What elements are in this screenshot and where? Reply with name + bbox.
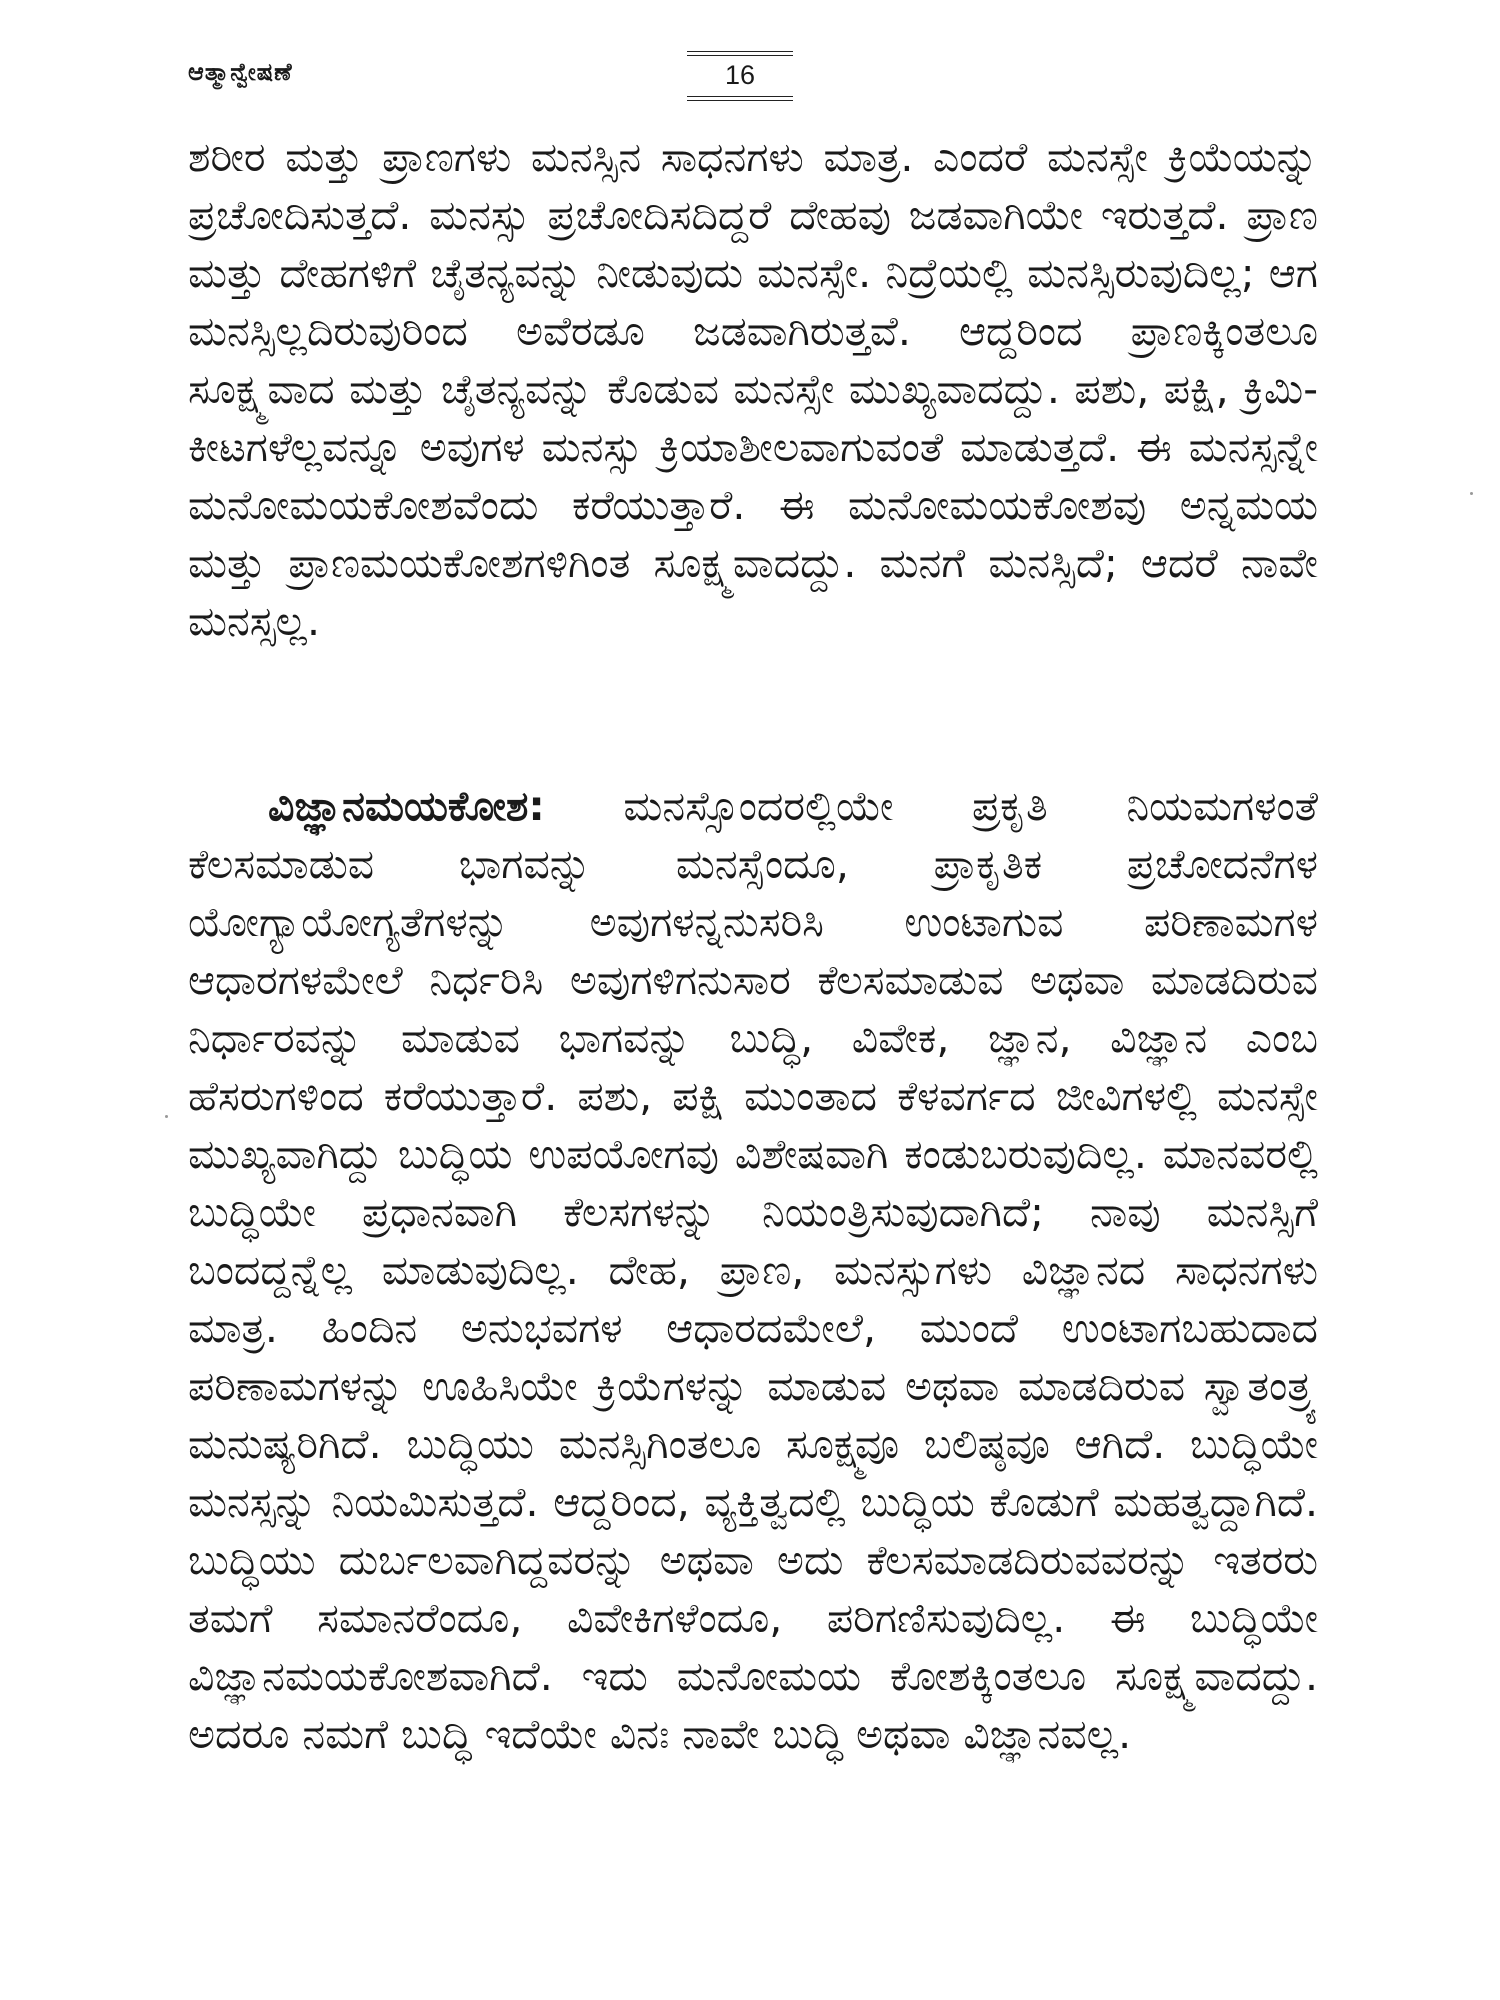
section-term: ವಿಜ್ಞಾನಮಯಕೋಶ: [268,782,545,830]
paragraph-manomaya: ಶರೀರ ಮತ್ತು ಪ್ರಾಣಗಳು ಮನಸ್ಸಿನ ಸಾಧನಗಳು ಮಾತ್ರ. ಎಂದರೆ ಮನಸ್ಸೇ ಕ್ರಿಯೆಯನ್ನು ಪ್ರಚೋದಿಸುತ್ತದೆ. ಮನಸ್ಸು ಪ್ರಚೋದಿಸದಿದ್ದರೆ ದೇಹವು ಜಡವಾಗಿಯೇ ಇರುತ್ತದೆ. ಪ್ರಾಣ ಮತ್ತು ದೇಹಗಳಿಗೆ ಚೈತನ್ಯವನ್ನು ನೀಡುವುದು ಮನಸ್ಸೇ. ನಿದ್ರೆಯಲ್ಲಿ ಮನಸ್ಸಿರುವುದಿಲ್ಲ; ಆಗ ಮನಸ್ಸಿಲ್ಲದಿರುವುರಿಂದ ಅವೆರಡೂ ಜಡವಾಗಿರುತ್ತವೆ. ಆದ್ದರಿಂದ ಪ್ರಾಣಕ್ಕಿಂತಲೂ ಸೂಕ್ಷ್ಮವಾದ ಮತ್ತು ಚೈತನ್ಯವನ್ನು ಕೊಡುವ ಮನಸ್ಸೇ ಮುಖ್ಯವಾದದ್ದು. ಪಶು, ಪಕ್ಷಿ, ಕ್ರಿಮಿ-ಕೀಟಗಳೆಲ್ಲವನ್ನೂ ಅವುಗಳ ಮನಸ್ಸು ಕ್ರಿಯಾಶೀಲವಾಗುವಂತೆ ಮಾಡುತ್ತದೆ. ಈ ಮನಸ್ಸನ್ನೇ ಮನೋಮಯಕೋಶವೆಂದು ಕರೆಯುತ್ತಾರೆ. ಈ ಮನೋಮಯಕೋಶವು ಅನ್ನಮಯ ಮತ್ತು ಪ್ರಾಣಮಯಕೋಶಗಳಿಗಿಂತ ಸೂಕ್ಷ್ಮವಾದದ್ದು. ಮನಗೆ ಮನಸ್ಸಿದೆ; ಆದರೆ ನಾವೇ ಮನಸ್ಸಲ್ಲ. [188,133,1318,645]
paragraph-vijnanamaya [188,777,1318,1763]
page-number: 16 [695,55,785,95]
scan-speck [165,1115,168,1118]
running-title: ಆತ್ಮಾನ್ವೇಷಣೆ [188,58,293,86]
scan-speck [1470,492,1473,495]
paragraph-body: ಮನಸ್ಸೊಂದರಲ್ಲಿಯೇ ಪ್ರಕೃತಿ ನಿಯಮಗಳಂತೆ ಕೆಲಸಮಾಡುವ ಭಾಗವನ್ನು ಮನಸ್ಸೆಂದೂ, ಪ್ರಾಕೃತಿಕ ಪ್ರಚೋದನೆಗಳ ಯೋಗ್ಯಾಯೋಗ್ಯತೆಗಳನ್ನು ಅವುಗಳನ್ನನುಸರಿಸಿ ಉಂಟಾಗುವ ಪರಿಣಾಮಗಳ ಆಧಾರಗಳಮೇಲೆ ನಿರ್ಧರಿಸಿ ಅವುಗಳಿಗನುಸಾರ ಕೆಲಸಮಾಡುವ ಅಥವಾ ಮಾಡದಿರುವ ನಿರ್ಧಾರವನ್ನು ಮಾಡುವ ಭಾಗವನ್ನು ಬುದ್ಧಿ, ವಿವೇಕ, ಜ್ಞಾನ, ವಿಜ್ಞಾನ ಎಂಬ ಹೆಸರುಗಳಿಂದ ಕರೆಯುತ್ತಾರೆ. ಪಶು, ಪಕ್ಷಿ ಮುಂತಾದ ಕೆಳವರ್ಗದ ಜೀವಿಗಳಲ್ಲಿ ಮನಸ್ಸೇ ಮುಖ್ಯವಾಗಿದ್ದು ಬುದ್ಧಿಯ ಉಪಯೋಗವು ವಿಶೇಷವಾಗಿ ಕಂಡುಬರುವುದಿಲ್ಲ. ಮಾನವರಲ್ಲಿ ಬುದ್ಧಿಯೇ ಪ್ರಧಾನವಾಗಿ ಕೆಲಸಗಳನ್ನು ನಿಯಂತ್ರಿಸುವುದಾಗಿದೆ; ನಾವು ಮನಸ್ಸಿಗೆ ಬಂದದ್ದನ್ನೆಲ್ಲ ಮಾಡುವುದಿಲ್ಲ. ದೇಹ, ಪ್ರಾಣ, ಮನಸ್ಸುಗಳು ವಿಜ್ಞಾನದ ಸಾಧನಗಳು ಮಾತ್ರ. ಹಿಂದಿನ ಅನುಭವಗಳ ಆಧಾರದಮೇಲೆ, ಮುಂದೆ ಉಂಟಾಗಬಹುದಾದ ಪರಿಣಾಮಗಳನ್ನು ಊಹಿಸಿಯೇ ಕ್ರಿಯೆಗಳನ್ನು ಮಾಡುವ ಅಥವಾ ಮಾಡದಿರುವ ಸ್ವಾತಂತ್ರ್ಯ ಮನುಷ್ಯರಿಗಿದೆ. ಬುದ್ಧಿಯು ಮನಸ್ಸಿಗಿಂತಲೂ ಸೂಕ್ಷ್ಮವೂ ಬಲಿಷ್ಠವೂ ಆಗಿದೆ. ಬುದ್ಧಿಯೇ ಮನಸ್ಸನ್ನು ನಿಯಮಿಸುತ್ತದೆ. ಆದ್ದರಿಂದ, ವ್ಯಕ್ತಿತ್ವದಲ್ಲಿ ಬುದ್ಧಿಯ ಕೊಡುಗೆ ಮಹತ್ವದ್ದಾಗಿದೆ. ಬುದ್ಧಿಯು ದುರ್ಬಲವಾಗಿದ್ದವರನ್ನು ಅಥವಾ ಅದು ಕೆಲಸಮಾಡದಿರುವವರನ್ನು ಇತರರು ತಮಗೆ ಸಮಾನರೆಂದೂ, ವಿವೇಕಿಗಳೆಂದೂ, ಪರಿಗಣಿಸುವುದಿಲ್ಲ. ಈ ಬುದ್ಧಿಯೇ ವಿಜ್ಞಾನಮಯಕೋಶವಾಗಿದೆ. ಇದು ಮನೋಮಯ ಕೋಶಕ್ಕಿಂತಲೂ ಸೂಕ್ಷ್ಮವಾದದ್ದು. ಅದರೂ ನಮಗೆ ಬುದ್ಧಿ ಇದೆಯೇ ವಿನಃ ನಾವೇ ಬುದ್ಧಿ ಅಥವಾ ವಿಜ್ಞಾನವಲ್ಲ. [188,782,1318,1758]
